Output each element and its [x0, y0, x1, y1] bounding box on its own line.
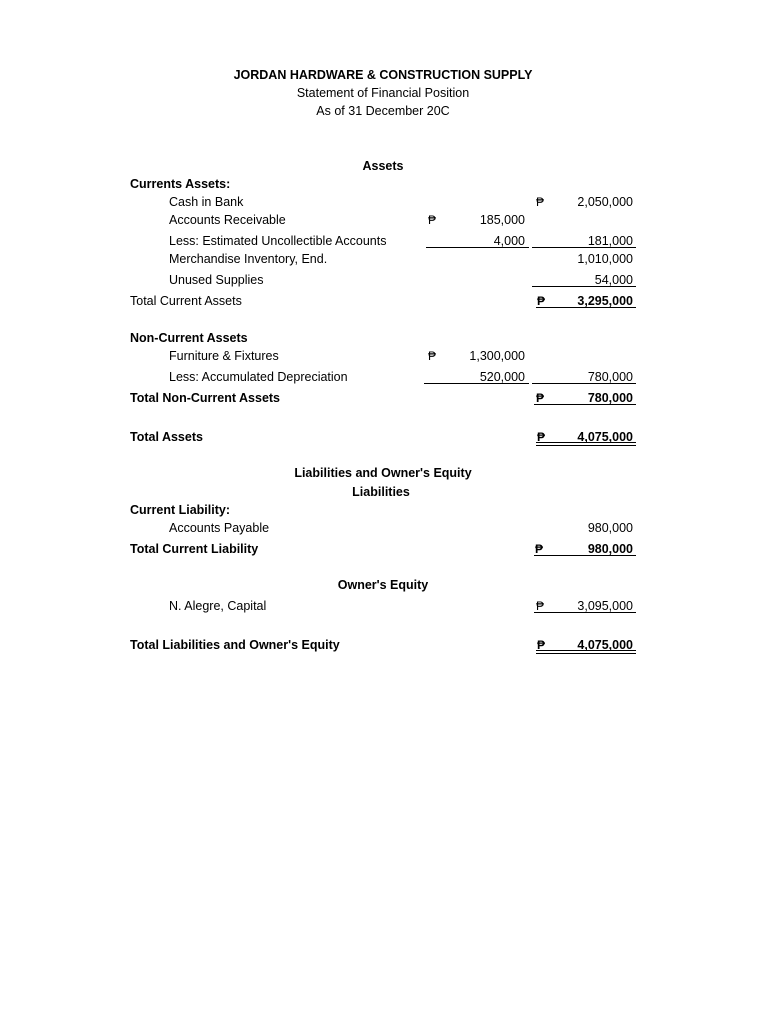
- current-liability-heading: Current Liability:: [130, 503, 231, 517]
- depreciation-amount: 520,000: [479, 370, 525, 384]
- double-underline: [536, 650, 636, 654]
- peso-sign: ₱: [537, 430, 546, 444]
- accounts-receivable-net: 181,000: [587, 234, 633, 248]
- furniture-amount: 1,300,000: [469, 349, 525, 363]
- statement-title: Statement of Financial Position: [296, 86, 470, 100]
- total-liabilities-equity-amount: 4,075,000: [577, 638, 633, 652]
- total-current-liability-label: Total Current Liability: [130, 542, 259, 556]
- total-assets-label: Total Assets: [130, 430, 203, 444]
- peso-sign: ₱: [536, 391, 545, 405]
- furniture-net: 780,000: [587, 370, 633, 384]
- supplies-label: Unused Supplies: [169, 273, 264, 287]
- total-current-assets-amount: 3,295,000: [577, 294, 633, 308]
- allowance-label: Less: Estimated Uncollectible Accounts: [169, 234, 387, 248]
- total-non-current-assets-amount: 780,000: [587, 391, 633, 405]
- underline: [532, 383, 636, 384]
- company-name: JORDAN HARDWARE & CONSTRUCTION SUPPLY: [233, 68, 533, 82]
- double-underline: [536, 442, 636, 446]
- accounts-receivable-amount: 185,000: [479, 213, 525, 227]
- underline: [534, 612, 636, 613]
- total-current-assets-label: Total Current Assets: [130, 294, 242, 308]
- accounts-receivable-label: Accounts Receivable: [169, 213, 286, 227]
- underline: [532, 247, 636, 248]
- underline: [426, 247, 529, 248]
- current-assets-heading: Currents Assets:: [130, 177, 231, 191]
- peso-sign: ₱: [535, 542, 544, 556]
- accounts-payable-amount: 980,000: [587, 521, 633, 535]
- peso-sign: ₱: [537, 294, 546, 308]
- allowance-amount: 4,000: [493, 234, 525, 248]
- underline: [534, 555, 636, 556]
- capital-amount: 3,095,000: [577, 599, 633, 613]
- depreciation-label: Less: Accumulated Depreciation: [169, 370, 348, 384]
- total-assets-amount: 4,075,000: [577, 430, 633, 444]
- inventory-label: Merchandise Inventory, End.: [169, 252, 328, 266]
- cash-in-bank-amount: 2,050,000: [577, 195, 633, 209]
- furniture-label: Furniture & Fixtures: [169, 349, 279, 363]
- liabilities-equity-heading: Liabilities and Owner's Equity: [294, 466, 472, 480]
- peso-sign: ₱: [537, 638, 546, 652]
- supplies-amount: 54,000: [594, 273, 633, 287]
- peso-sign: ₱: [428, 213, 437, 227]
- accounts-payable-label: Accounts Payable: [169, 521, 270, 535]
- statement-date: As of 31 December 20C: [316, 104, 450, 118]
- non-current-assets-heading: Non-Current Assets: [130, 331, 248, 345]
- peso-sign: ₱: [536, 599, 545, 613]
- underline: [532, 286, 636, 287]
- cash-in-bank-label: Cash in Bank: [169, 195, 244, 209]
- liabilities-heading: Liabilities: [352, 485, 410, 499]
- total-liabilities-equity-label: Total Liabilities and Owner's Equity: [130, 638, 340, 652]
- owners-equity-heading: Owner's Equity: [337, 578, 429, 592]
- capital-label: N. Alegre, Capital: [169, 599, 267, 613]
- inventory-amount: 1,010,000: [577, 252, 633, 266]
- peso-sign: ₱: [428, 349, 437, 363]
- underline: [424, 383, 529, 384]
- total-current-liability-amount: 980,000: [587, 542, 633, 556]
- peso-sign: ₱: [536, 195, 545, 209]
- underline: [534, 404, 636, 405]
- total-non-current-assets-label: Total Non-Current Assets: [130, 391, 281, 405]
- underline: [536, 307, 636, 308]
- assets-heading: Assets: [362, 159, 404, 173]
